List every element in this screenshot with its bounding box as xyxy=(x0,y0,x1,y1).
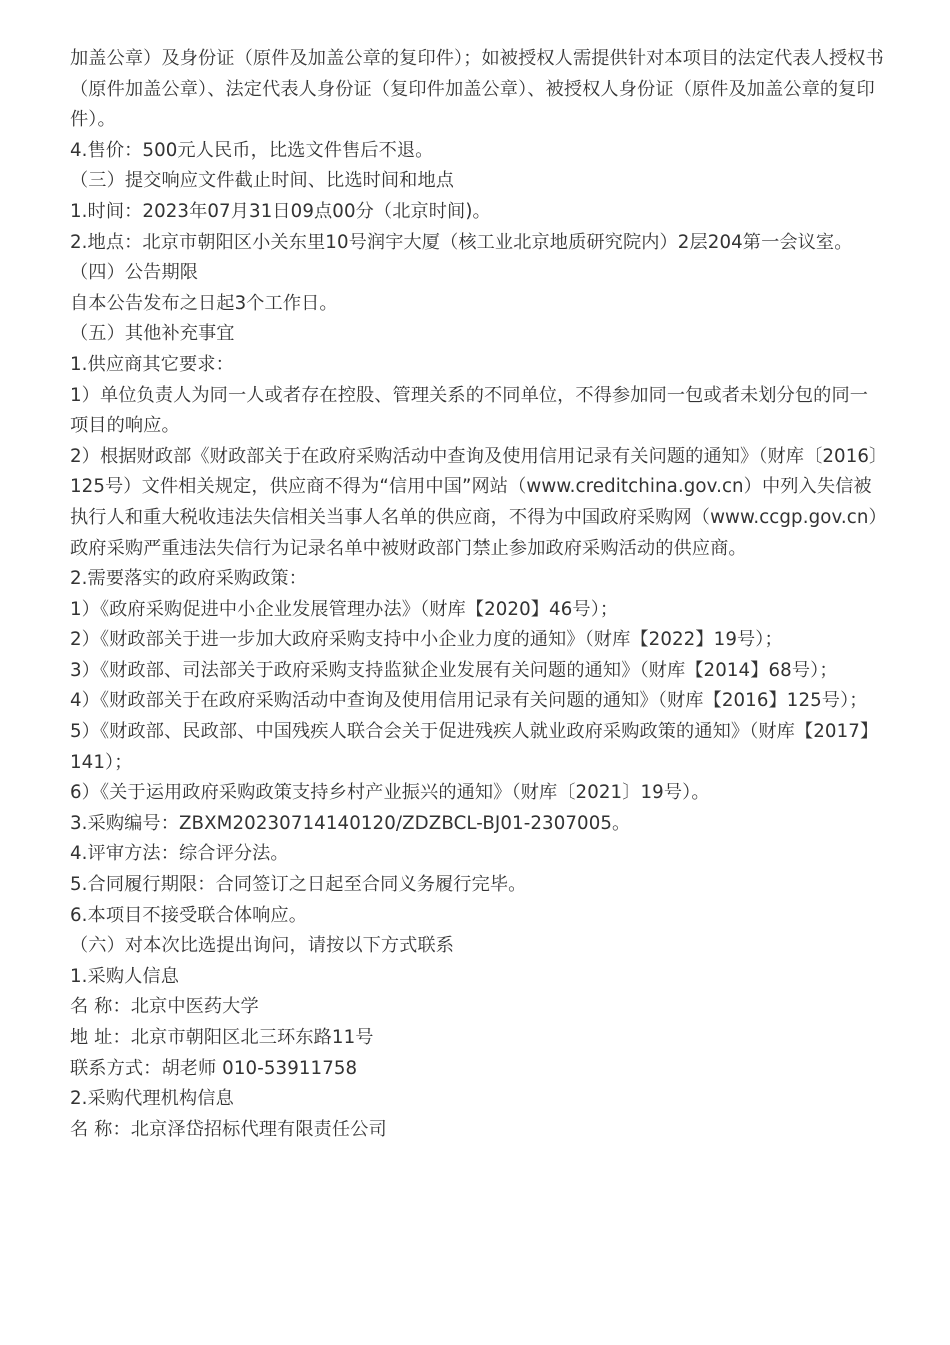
paragraph-policy-2: 2）《财政部关于进一步加大政府采购支持中小企业力度的通知》（财库【2022】19号）； xyxy=(70,629,783,651)
section-heading-contact: （六）对本次比选提出询问，请按以下方式联系 xyxy=(70,935,455,957)
paragraph-no-consortium: 6.本项目不接受联合体响应。 xyxy=(70,904,308,926)
paragraph-requirement-1: 1）单位负责人为同一人或者存在控股、管理关系的不同单位，不得参加同一包或者未划分包的同一项目的响应。 xyxy=(70,384,869,437)
paragraph-policy-3: 3）《财政部、司法部关于政府采购支持监狱企业发展有关问题的通知》（财库【2014】68号）； xyxy=(70,659,838,681)
paragraph-evaluation-method: 4.评审方法：综合评分法。 xyxy=(70,843,289,865)
paragraph-policy-5: 5）《财政部、民政部、中国残疾人联合会关于促进残疾人就业政府采购政策的通知》（财库【2017】141）； xyxy=(70,721,879,773)
paragraph-procurement-number: 3.采购编号：ZBXM20230714140120/ZDZBCL-BJ01-2307005。 xyxy=(70,812,631,834)
paragraph-purchaser-address: 地 址：北京市朝阳区北三环东路11号 xyxy=(70,1027,374,1048)
paragraph-contract-period: 5.合同履行期限：合同签订之日起至合同义务履行完毕。 xyxy=(70,874,527,896)
paragraph-purchaser-info-heading: 1.采购人信息 xyxy=(70,965,179,987)
paragraph-purchaser-contact: 联系方式：胡老师 010-53911758 xyxy=(70,1057,358,1079)
paragraph-policy-4: 4）《财政部关于在政府采购活动中查询及使用信用记录有关问题的通知》（财库【2016】125号）； xyxy=(70,690,868,712)
paragraph-purchaser-name: 名 称：北京中医药大学 xyxy=(70,996,259,1018)
paragraph-policy-6: 6）《关于运用政府采购政策支持乡村产业振兴的通知》（财库〔2021〕19号）。 xyxy=(70,782,710,804)
paragraph-time: 1.时间：2023年07月31日09点00分（北京时间)。 xyxy=(70,200,491,222)
paragraph-policy-heading: 2.需要落实的政府采购政策： xyxy=(70,568,308,590)
section-heading-other-matters: （五）其他补充事宜 xyxy=(70,323,235,345)
paragraph-location: 2.地点：北京市朝阳区小关东里10号润宇大厦（核工业北京地质研究院内）2层204第一会议室。 xyxy=(70,231,853,253)
paragraph-policy-1: 1）《政府采购促进中小企业发展管理办法》（财库【2020】46号）； xyxy=(70,598,619,620)
paragraph-agency-info-heading: 2.采购代理机构信息 xyxy=(70,1088,234,1110)
paragraph-supplier-requirements-heading: 1.供应商其它要求： xyxy=(70,353,234,375)
paragraph-notice-period: 自本公告发布之日起3个工作日。 xyxy=(70,292,338,314)
paragraph-agency-name: 名 称：北京泽岱招标代理有限责任公司 xyxy=(70,1118,387,1140)
paragraph-authorization-documents: 加盖公章）及身份证（原件及加盖公章的复印件）；如被授权人需提供针对本项目的法定代表人授权书（原件加盖公章）、法定代表人身份证（复印件加盖公章）、被授权人身份证（原件及加盖公章的复印件）。 xyxy=(70,48,884,131)
section-heading-deadline: （三）提交响应文件截止时间、比选时间和地点 xyxy=(70,170,455,192)
section-heading-notice-period: （四）公告期限 xyxy=(70,262,199,284)
paragraph-requirement-2: 2）根据财政部《财政部关于在政府采购活动中查询及使用信用记录有关问题的通知》（财库〔2016〕125号）文件相关规定，供应商不得为“信用中国”网站（www.creditchina.gov.cn）中列入失信被执行人和重大税收违法失信相关当事人名单的供应商，不得为中国政府采购网（www.ccgp.gov.cn）政府采购严重违法失信行为记录名单中被财政部门禁止参加政府采购活动的供应商。 xyxy=(70,445,879,559)
document-body xyxy=(70,44,885,1145)
paragraph-price: 4.售价：500元人民币，比选文件售后不退。 xyxy=(70,139,434,161)
